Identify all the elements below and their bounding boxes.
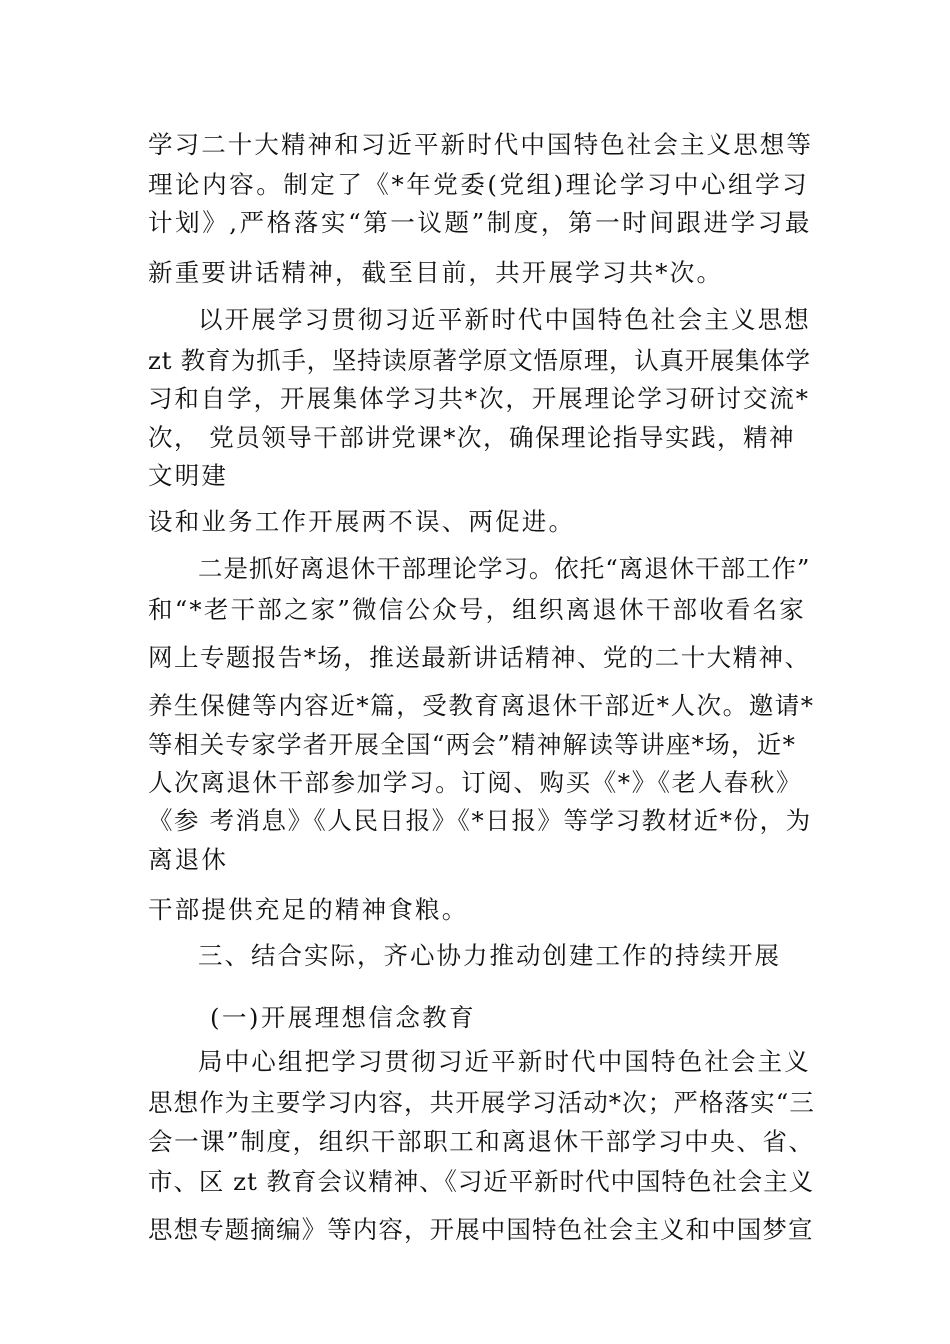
subsection-heading: (一)开展理想信念教育 (210, 1003, 477, 1032)
paragraph-first-line: 局中心组把学习贯彻习近平新时代中国特色社会主义 (198, 1047, 811, 1076)
text-line: 习和自学，开展集体学习共*次，开展理论学习研讨交流* (148, 384, 810, 413)
text-line: 《参 考消息》《人民日报》《*日报》等学习教材近*份，为 (148, 806, 812, 835)
paragraph-first-line: 二是抓好离退休干部理论学习。依托“离退休干部工作” (198, 554, 811, 583)
text-line: 新重要讲话精神，截至目前，共开展学习共*次。 (148, 258, 724, 287)
text-line: 干部提供充足的精神食粮。 (148, 895, 469, 924)
section-heading: 三、结合实际，齐心协力推动创建工作的持续开展 (198, 941, 781, 970)
text-line: 理论内容。制定了《*年党委(党组)理论学习中心组学习 (148, 170, 810, 199)
text-line: 计划》,严格落实“第一议题”制度，第一时间跟进学习最 (148, 208, 812, 237)
paragraph-first-line: 以开展学习贯彻习近平新时代中国特色社会主义思想 (198, 305, 811, 334)
text-line: 学习二十大精神和习近平新时代中国特色社会主义思想等 (148, 130, 813, 159)
text-line: 人次离退休干部参加学习。订阅、购买《*》《老人春秋》 (148, 768, 803, 797)
text-line: 网上专题报告*场，推送最新讲话精神、党的二十大精神、 (148, 643, 811, 672)
text-line: 次， 党员领导干部讲党课*次，确保理论指导实践，精神 (148, 423, 796, 452)
text-line: 养生保健等内容近*篇，受教育离退休干部近*人次。邀请* (148, 691, 815, 720)
text-line: 会一课”制度，组织干部职工和离退休干部学习中央、省、 (148, 1127, 815, 1156)
text-line: 离退休 (148, 845, 229, 874)
text-line: 市、区 zt 教育会议精神、《习近平新时代中国特色社会主义 (148, 1167, 815, 1196)
text-line: 等相关专家学者开展全国“两会”精神解读等讲座*场，近* (148, 730, 797, 759)
text-line: 思想作为主要学习内容，共开展学习活动*次；严格落实“三 (148, 1088, 815, 1117)
text-line: 设和业务工作开展两不误、两促进。 (148, 507, 576, 536)
text-line: 和“*老干部之家”微信公众号，组织离退休干部收看名家 (148, 595, 806, 624)
text-line: zt 教育为抓手，坚持读原著学原文悟原理，认真开展集体学 (148, 346, 811, 375)
text-line: 文明建 (148, 461, 229, 490)
text-line: 思想专题摘编》等内容，开展中国特色社会主义和中国梦宣 (148, 1215, 814, 1244)
